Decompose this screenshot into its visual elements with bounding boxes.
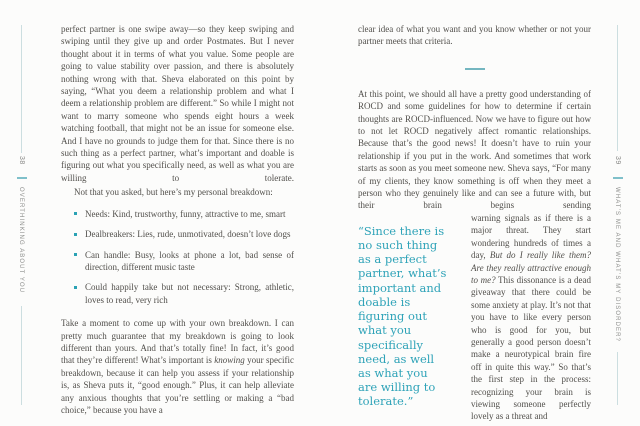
right-margin-dash	[613, 177, 623, 179]
list-item-text: Dealbreakers: Lies, rude, unmotivated, doesn’t love dogs	[85, 229, 291, 240]
list-item-could-take	[74, 281, 294, 306]
left-running-head: OVERTHINKING ABOUT YOU	[18, 187, 24, 294]
paragraph-take-a-moment: Take a moment to come up with your own breakdown. I can pretty much guarantee that my breakdown is going to look different than yours. And that’s totally fine! In fact, it’s good that they’re different! What’s important is knowing your specific breakdown, because it can help you assess if your relationship is, as Sheva puts it, “good enough.” Plus, it can help alleviate any anxious thoughts that you’re settling or making a “bad choice,” because you have a	[61, 318, 295, 415]
left-margin-dash	[17, 177, 27, 179]
bullet-square-icon	[74, 233, 77, 236]
breakdown-list	[74, 208, 294, 306]
list-item-text: Can handle: Busy, looks at phone a lot, bad sense of direction, different music taste	[85, 249, 294, 272]
paragraph-continued: perfect partner is one swipe away—so they keep swiping and swiping until they give up and order Postmates. But I never thought about it in terms of what you value. Some people are going to value stability over passion, and there is absolutely nothing wrong with that. Sheva elaborated on this point by saying, “What you deem a relationship problem and what I deem a relationship problem are different.” So while I might not want to marry someone who spends eight hours a week watching football, that might not be an issue for someone else. And I have no grounds to judge them for that. Since there is no such thing as a perfect partner, what’s important and doable is figuring out what you specifically need, as well as what you are willing to tolerate.	[61, 24, 294, 183]
list-item-text: Could happily take but not necessary: Strong, athletic, loves to read, very rich	[85, 282, 294, 305]
left-page-number: 38	[18, 156, 25, 165]
list-item-needs	[74, 208, 294, 220]
list-item-dealbreakers	[74, 228, 294, 240]
paragraph-at-this-point: At this point, we should all have a pretty good understanding of ROCD and some guidelines for how to determine if certain thoughts are ROCD-influenced. Now we have to figure out how to not let ROCD negatively affect romantic relationships. Because that’s the good news! It doesn’t have to ruin your relationship if you put in the work. And sometimes that work starts as soon as you meet someone new. Sheva says, “For many of my clients, they know something is off when they meet a person who they genuinely like and can see a future with, but their brain begins sending	[358, 88, 591, 211]
list-item-text: Needs: Kind, trustworthy, funny, attractive to me, smart	[85, 208, 286, 219]
bullet-square-icon	[74, 212, 77, 215]
right-running-head: WHAT’S ME AND WHAT’S MY DISORDER?	[614, 187, 620, 342]
bullet-square-icon	[74, 286, 77, 289]
right-margin-rule-bottom	[617, 352, 618, 405]
list-item-can-handle	[74, 249, 294, 274]
paragraph-breakdown-intro: Not that you asked, but here’s my personal breakdown:	[74, 187, 273, 198]
section-divider	[465, 68, 485, 70]
right-page	[358, 23, 591, 423]
paragraph-continued: clear idea of what you want and you know whether or not your partner meets that criteria.	[358, 24, 591, 47]
pull-quote: “Since there is no such thing as a perfect partner, what’s important and doable is figuring out what you specifically need, as well as what you are willing to tolerate.”	[358, 223, 447, 409]
right-margin-rule-top	[617, 25, 618, 151]
right-page-number: 39	[614, 156, 621, 165]
bullet-square-icon	[74, 253, 77, 256]
left-page	[61, 23, 294, 416]
paragraph-warning-signals: warning signals as if there is a major threat. They start wondering hundreds of times a day, But do I really like them? Are they really attractive enough to me? This dissonance is a dead giveaway that there could be some anxiety at play. It’s not that you have to like every person who is good for you, but generally a good person doesn’t make a neurotypical brain fire off in quite this way.” So that’s the first step in the process: recognizing your brain is viewing someone perfectly lovely as a threat and	[471, 212, 591, 422]
left-margin-rule-bottom	[21, 306, 22, 405]
left-margin-rule-top	[21, 25, 22, 153]
quote-and-text-row	[358, 212, 591, 423]
